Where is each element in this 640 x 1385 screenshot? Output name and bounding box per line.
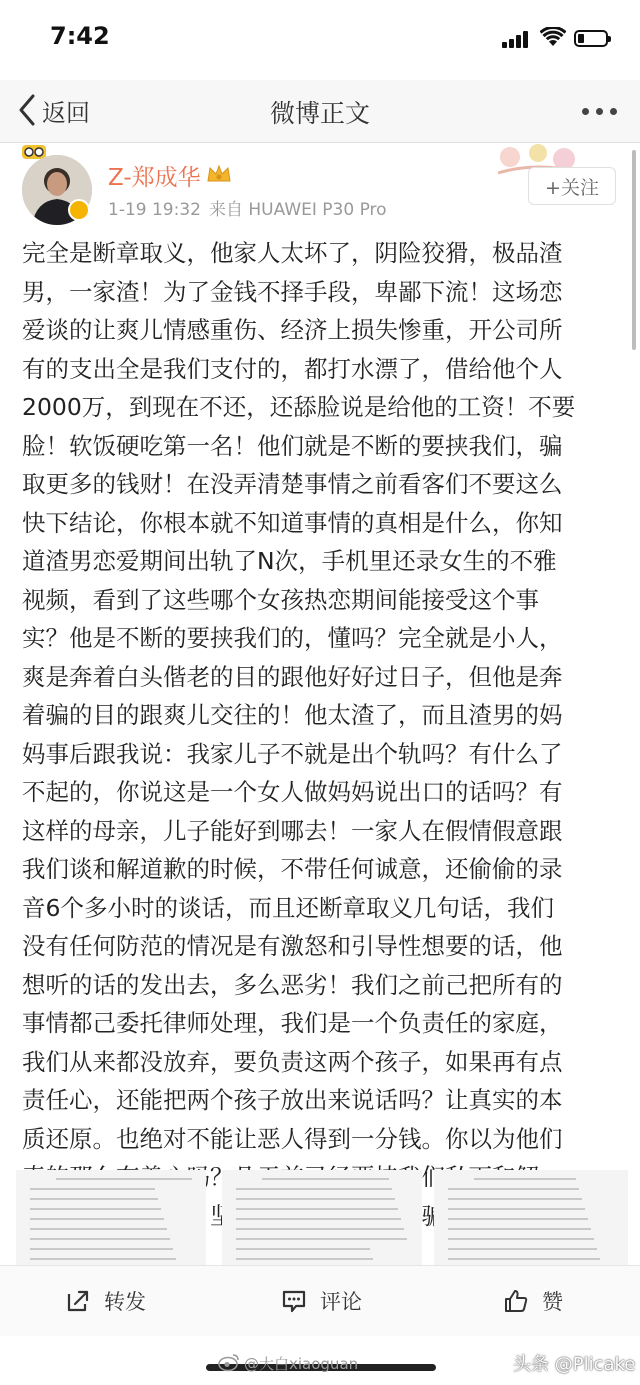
comment-button[interactable] (280, 1266, 362, 1336)
scrollbar[interactable] (632, 150, 636, 350)
post-text-line: 事情都己委托律师处理，我们是一个负责任的家庭， (22, 1009, 563, 1037)
attachment-image[interactable] (16, 1170, 206, 1267)
comment-icon (280, 1287, 308, 1315)
comment-label: 评论 (320, 1290, 362, 1314)
post-text-line: 爱谈的让爽儿情感重伤、经济上损失惨重，开公司所 (22, 316, 563, 344)
post-text-line: 着骗的目的跟爽儿交往的！他太渣了，而且渣男的妈 (22, 701, 563, 729)
follow-button[interactable]: +关注 (528, 167, 616, 205)
post-text-line: 我们从来都没放弃，要负责这两个孩子，如果再有点 (22, 1047, 563, 1076)
post-meta (108, 195, 387, 220)
nav-bar (0, 80, 640, 143)
post-text-line: 有的支出全是我们支付的，都打水漂了，借给他个人 (22, 354, 563, 383)
status-time: 7:42 (50, 22, 110, 50)
weibo-logo-icon (218, 1352, 240, 1372)
post-text-line: 男，一家渣！为了金钱不择手段，卑鄙下流！这场恋 (22, 277, 563, 306)
post-text-line: 爽是奔着白头偕老的目的跟他好好过日子，但他是奔 (22, 662, 563, 691)
post-text-line: 脸！软饭硬吃第一名！他们就是不断的要挟我们，骗 (22, 431, 563, 460)
more-options-icon[interactable] (582, 108, 618, 116)
post-text-line: 音6个多小时的谈话，而且还断章取义几句话，我们 (22, 893, 554, 922)
post-header (0, 143, 640, 228)
username[interactable]: Z-郑成华 (108, 165, 201, 191)
attachment-image[interactable] (222, 1170, 422, 1267)
post-text-line: 不起的，你说这是一个女人做妈妈说出口的话吗？有 (22, 778, 563, 806)
post-text-line: 责任心，还能把两个孩子放出来说话吗？让真实的本 (22, 1086, 563, 1114)
verified-badge-icon (68, 199, 90, 221)
like-button[interactable] (502, 1266, 563, 1336)
post-source: 来自 HUAWEI P30 Pro (208, 200, 387, 220)
repost-label: 转发 (104, 1290, 146, 1314)
status-bar (0, 0, 640, 80)
repost-button[interactable] (64, 1266, 146, 1336)
wifi-icon (540, 27, 566, 47)
attachment-image[interactable] (434, 1170, 628, 1267)
post-text-line: 道渣男恋爱期间出轨了N次，手机里还录女生的不雅 (22, 547, 557, 575)
watermark-text: @大白xiaoguan (244, 1355, 359, 1373)
cellular-signal-icon (502, 30, 532, 48)
battery-icon (574, 30, 608, 47)
post-text-line: 没有任何防范的情况是有激怒和引导性想要的话，他 (22, 932, 563, 960)
vip-crown-icon (206, 163, 232, 185)
post-text-line: 2000万，到现在不还，还舔脸说是给他的工资！不要 (22, 393, 576, 421)
image-attachments (16, 1170, 628, 1267)
page-title: 微博正文 (269, 99, 370, 128)
post-text-line: 实？他是不断的要挟我们的，懂吗？完全就是小人， (22, 624, 563, 652)
action-bar (0, 1265, 640, 1336)
post-text-line: 完全是断章取义，他家人太坏了，阴险狡猾，极品渣 (22, 239, 563, 267)
post-text-line: 取更多的钱财！在没弄清楚事情之前看客们不要这么 (22, 470, 563, 498)
thumbs-up-icon (502, 1287, 530, 1315)
post-text-line: 快下结论，你根本就不知道事情的真相是什么，你知 (22, 508, 563, 537)
post-text-line: 视频，看到了这些哪个女孩热恋期间能接受这个事 (22, 585, 539, 614)
post-text-line: 我们谈和解道歉的时候，不带任何诚意，还偷偷的录 (22, 855, 563, 883)
post-body-text (22, 234, 612, 1235)
post-date: 1-19 19:32 (108, 200, 201, 220)
post-text-line: 想听的话的发出去，多么恶劣！我们之前己把所有的 (22, 970, 563, 999)
post-text-line: 妈事后跟我说：我家儿子不就是出个轨吗？有什么了 (22, 739, 563, 768)
post-text-line: 质还原。也绝对不能让恶人得到一分钱。你以为他们 (22, 1124, 563, 1153)
repost-icon (64, 1287, 92, 1315)
post-text-line: 这样的母亲，儿子能好到哪去！一家人在假情假意跟 (22, 816, 563, 845)
back-label: 返回 (42, 98, 90, 127)
credit-text: 头条 @Plicake (513, 1354, 636, 1375)
like-label: 赞 (542, 1290, 563, 1314)
